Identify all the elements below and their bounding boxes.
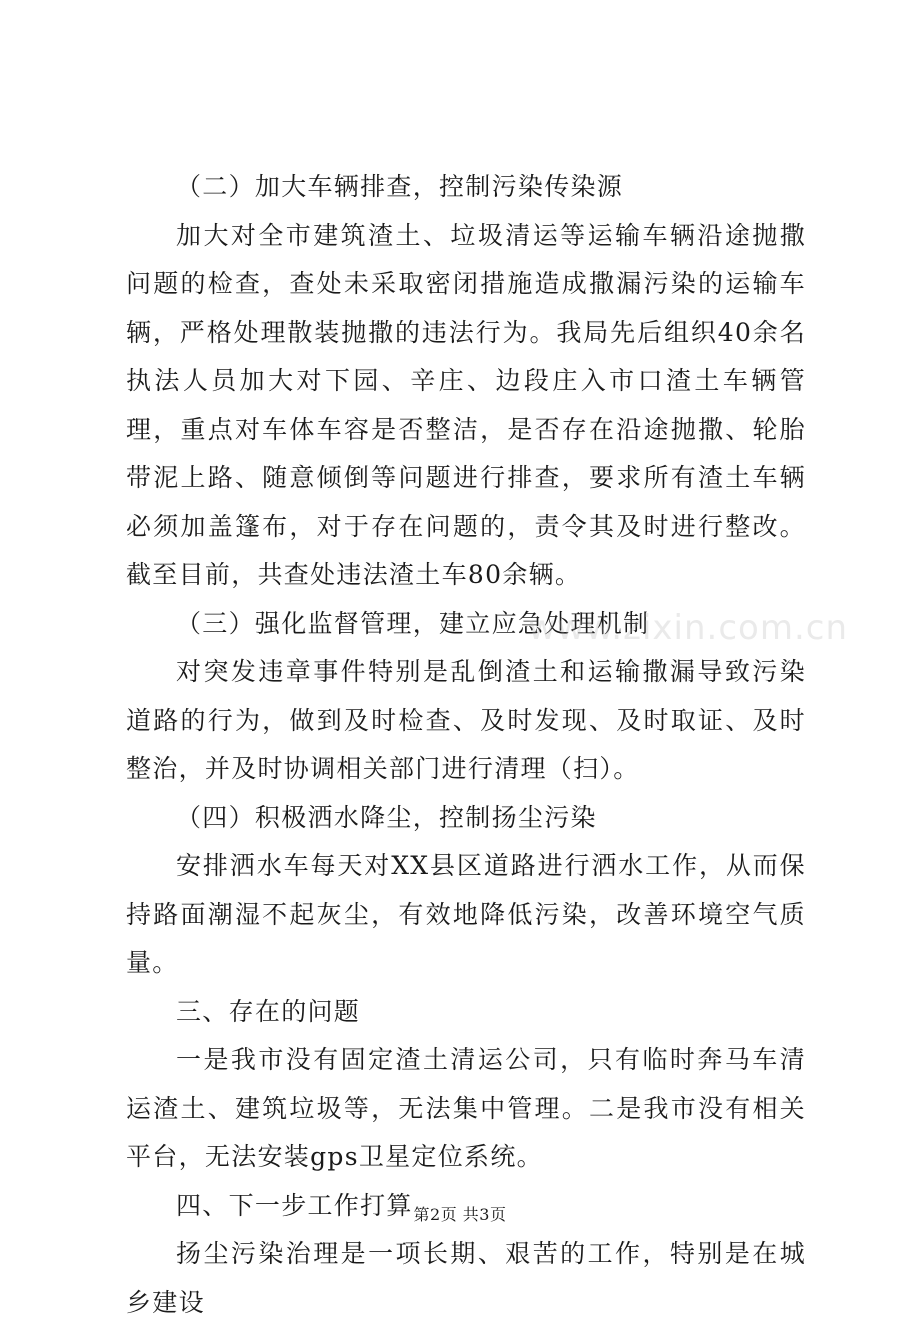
paragraph-next-steps: 扬尘污染治理是一项长期、艰苦的工作，特别是在城乡建设 [126, 1239, 806, 1317]
section-heading-problems: 三、存在的问题 [176, 996, 361, 1026]
paragraph-vehicle-inspection: 加大对全市建筑渣土、垃圾清运等运输车辆沿途抛撒问题的检查，查处未采取密闭措施造成撒漏污染的运输车辆，严格处理散装抛撒的违法行为。我局先后组织40余名执法人员加大对下园、辛庄、边段庄入市口渣土车辆管理，重点对车体车容是否整洁，是否存在沿途抛撒、轮胎带泥上路、随意倾倒等问题进行排查，要求所有渣土车辆必须加盖篷布，对于存在问题的，责令其及时进行整改。截至目前，共查处违法渣土车80余辆。 [126, 220, 806, 589]
paragraph-emergency-mechanism: 对突发违章事件特别是乱倒渣土和运输撒漏导致污染道路的行为，做到及时检查、及时发现、及时取证、及时整治，并及时协调相关部门进行清理（扫）。 [126, 657, 806, 783]
page-footer: 第2页 共3页 [413, 1205, 507, 1224]
section-heading-2: （二）加大车辆排查，控制污染传染源 [176, 172, 624, 201]
section-heading-4: （四）积极洒水降尘，控制扬尘污染 [176, 802, 597, 832]
watermark: www.zixin.com.cn [528, 608, 848, 648]
section-heading-3: （三）强化监督管理，建立应急处理机制 [176, 608, 650, 638]
section-heading-next-steps: 四、下一步工作打算 [176, 1190, 413, 1220]
paragraph-water-spraying: 安排洒水车每天对XX县区道路进行洒水工作，从而保持路面潮湿不起灰尘，有效地降低污染，改善环境空气质量。 [126, 851, 806, 977]
document-body [126, 163, 806, 1327]
paragraph-problems: 一是我市没有固定渣土清运公司，只有临时奔马车清运渣土、建筑垃圾等，无法集中管理。二是我市没有相关平台，无法安装gps卫星定位系统。 [126, 1045, 806, 1171]
